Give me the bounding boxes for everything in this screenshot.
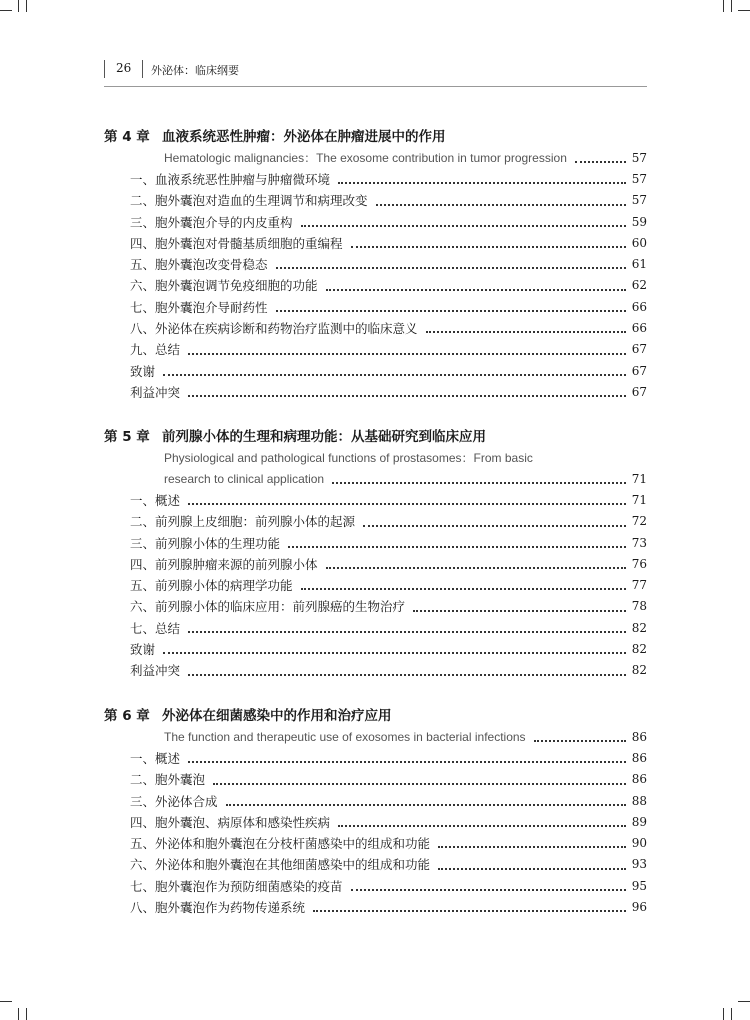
toc-entry-title: 一、概述 (130, 493, 181, 508)
english-subtitle (104, 727, 647, 748)
toc-entry[interactable] (104, 618, 647, 639)
dot-leader (163, 639, 626, 654)
toc-entry[interactable] (104, 554, 647, 575)
dot-leader (313, 897, 626, 912)
chapter-heading (104, 426, 647, 448)
toc-entry[interactable] (104, 575, 647, 596)
header-divider (142, 60, 143, 78)
header-divider (104, 60, 105, 78)
toc-entry[interactable] (104, 361, 647, 382)
toc-entry-title: 致谢 (130, 363, 156, 379)
toc-entry-title: 一、概述 (130, 751, 181, 766)
chapter-section (104, 705, 647, 918)
entry-page-number: 60 (631, 235, 647, 250)
toc-entry[interactable] (104, 833, 647, 854)
dot-leader (188, 490, 626, 505)
dot-leader (332, 469, 626, 484)
dot-leader (188, 660, 626, 675)
entry-page-number: 95 (631, 878, 647, 893)
toc-entry[interactable] (104, 297, 647, 318)
toc-entry-title: 八、胞外囊泡作为药物传递系统 (130, 900, 306, 916)
toc-entry[interactable] (104, 533, 647, 554)
toc-entry[interactable] (104, 233, 647, 254)
entry-page-number: 77 (631, 578, 647, 593)
english-subtitle-text: research to clinical application (164, 472, 325, 486)
dot-leader (338, 812, 626, 827)
dot-leader (188, 748, 626, 763)
toc-entry-title: 二、前列腺上皮细胞：前列腺小体的起源 (130, 514, 356, 530)
toc-entry-title: 致谢 (130, 642, 156, 658)
toc-entry-title: 二、胞外囊泡 (130, 772, 206, 788)
crop-mark (738, 10, 750, 11)
toc-entry-title: 五、前列腺小体的病理学功能 (130, 578, 293, 594)
entry-page-number: 61 (631, 257, 647, 272)
dot-leader (188, 618, 626, 633)
entry-page-number: 88 (631, 793, 647, 808)
toc-entry-title: 六、胞外囊泡调节免疫细胞的功能 (130, 278, 318, 294)
dot-leader (226, 791, 626, 806)
entry-page-number: 82 (631, 642, 647, 657)
dot-leader (301, 575, 626, 590)
dot-leader (288, 533, 626, 548)
dot-leader (338, 169, 626, 184)
toc-entry-title: 七、总结 (130, 620, 181, 636)
entry-page-number: 90 (631, 836, 647, 851)
entry-page-number: 86 (631, 772, 647, 787)
toc-entry[interactable] (104, 876, 647, 897)
page-number: 26 (116, 61, 132, 75)
toc-entry[interactable] (104, 490, 647, 511)
toc-entry[interactable] (104, 511, 647, 532)
entry-page-number: 67 (631, 342, 647, 357)
crop-mark (0, 1001, 12, 1002)
entry-page-number: 62 (631, 278, 647, 293)
crop-mark (26, 0, 27, 12)
dot-leader (376, 190, 626, 205)
dot-leader (351, 233, 626, 248)
toc-entry-title: 三、外泌体合成 (130, 793, 218, 809)
toc-entry[interactable] (104, 812, 647, 833)
english-subtitle (104, 448, 647, 469)
english-subtitle-text: Physiological and pathological functions of prostasomes：From basic (164, 451, 533, 465)
english-subtitle-text: The function and therapeutic use of exosomes in bacterial infections (164, 730, 526, 744)
chapter-heading (104, 705, 647, 727)
chapter-heading (104, 126, 647, 148)
chapter-title: 前列腺小体的生理和病理功能：从基础研究到临床应用 (162, 429, 486, 445)
dot-leader (213, 769, 626, 784)
toc-entry-title: 九、总结 (130, 342, 181, 358)
entry-page-number: 59 (631, 214, 647, 229)
crop-mark (731, 1008, 732, 1020)
toc-entry-title: 四、前列腺肿瘤来源的前列腺小体 (130, 556, 318, 572)
toc-entry-title: 六、前列腺小体的临床应用：前列腺癌的生物治疗 (130, 599, 406, 615)
toc-entry[interactable] (104, 897, 647, 918)
english-subtitle-text: Hematologic malignancies：The exosome contribution in tumor progression (164, 151, 567, 165)
entry-page-number: 66 (631, 299, 647, 314)
entry-page-number: 57 (631, 151, 647, 165)
toc-entry[interactable] (104, 275, 647, 296)
toc-entry[interactable] (104, 791, 647, 812)
toc-entry[interactable] (104, 190, 647, 211)
toc-entry[interactable] (104, 769, 647, 790)
toc-entry-title: 三、胞外囊泡介导的内皮重构 (130, 214, 293, 230)
toc-entry[interactable] (104, 854, 647, 875)
entry-page-number: 96 (631, 900, 647, 915)
crop-mark (0, 10, 12, 11)
dot-leader (575, 148, 626, 163)
toc-entry-title: 四、胞外囊泡对骨髓基质细胞的重编程 (130, 235, 343, 251)
entry-page-number: 76 (631, 556, 647, 571)
entry-page-number: 82 (631, 663, 647, 678)
toc-entry[interactable] (104, 169, 647, 190)
crop-mark (731, 0, 732, 12)
toc-entry-title: 四、胞外囊泡、病原体和感染性疾病 (130, 814, 331, 830)
entry-page-number: 72 (631, 514, 647, 529)
chapter-section (104, 126, 647, 403)
toc-entry-title: 六、外泌体和胞外囊泡在其他细菌感染中的组成和功能 (130, 857, 431, 873)
dot-leader (276, 254, 626, 269)
toc-entry-title: 利益冲突 (130, 663, 181, 679)
crop-mark (723, 1008, 724, 1020)
chapter-number: 第 6 章 (104, 708, 150, 724)
dot-leader (363, 511, 626, 526)
toc-entry-title: 八、外泌体在疾病诊断和药物治疗监测中的临床意义 (130, 321, 418, 337)
toc-entry-title: 三、前列腺小体的生理功能 (130, 535, 281, 551)
book-title: 外泌体：临床纲要 (151, 64, 239, 77)
entry-page-number: 67 (631, 363, 647, 378)
english-subtitle (104, 469, 647, 490)
dot-leader (438, 854, 626, 869)
toc-entry[interactable] (104, 382, 647, 403)
toc-entry[interactable] (104, 639, 647, 660)
entry-page-number: 86 (631, 751, 647, 765)
entry-page-number: 67 (631, 384, 647, 399)
entry-page-number: 82 (631, 620, 647, 635)
entry-page-number: 78 (631, 599, 647, 614)
toc-entry[interactable] (104, 339, 647, 360)
entry-page-number: 57 (631, 172, 647, 186)
toc-entry-title: 七、胞外囊泡作为预防细菌感染的疫苗 (130, 878, 343, 894)
toc-entry-title: 二、胞外囊泡对造血的生理调节和病理改变 (130, 193, 368, 209)
chapter-number: 第 4 章 (104, 129, 150, 145)
toc-entry-title: 七、胞外囊泡介导耐药性 (130, 299, 268, 315)
crop-mark (18, 0, 19, 12)
running-header (104, 58, 647, 87)
toc-entry[interactable] (104, 748, 647, 769)
entry-page-number: 89 (631, 814, 647, 829)
entry-page-number: 71 (631, 472, 647, 486)
dot-leader (438, 833, 626, 848)
toc-entry-title: 一、血液系统恶性肿瘤与肿瘤微环境 (130, 172, 331, 187)
toc-entry[interactable] (104, 596, 647, 617)
dot-leader (326, 554, 626, 569)
dot-leader (188, 339, 626, 354)
dot-leader (163, 361, 626, 376)
toc-entry[interactable] (104, 318, 647, 339)
entry-page-number: 57 (631, 193, 647, 208)
chapter-title: 血液系统恶性肿瘤：外泌体在肿瘤进展中的作用 (162, 129, 446, 145)
crop-mark (723, 0, 724, 12)
toc-entry-title: 五、胞外囊泡改变骨稳态 (130, 257, 268, 273)
english-subtitle (104, 148, 647, 169)
dot-leader (534, 727, 626, 742)
dot-leader (188, 382, 626, 397)
chapter-section (104, 426, 647, 682)
toc-entry[interactable] (104, 254, 647, 275)
entry-page-number: 66 (631, 321, 647, 336)
dot-leader (426, 318, 626, 333)
toc-entry-title: 利益冲突 (130, 384, 181, 400)
dot-leader (413, 596, 626, 611)
entry-page-number: 93 (631, 857, 647, 872)
dot-leader (326, 275, 626, 290)
entry-page-number: 86 (631, 730, 647, 744)
toc-entry-title: 五、外泌体和胞外囊泡在分枝杆菌感染中的组成和功能 (130, 836, 431, 852)
dot-leader (301, 212, 626, 227)
dot-leader (276, 297, 626, 312)
crop-mark (26, 1008, 27, 1020)
entry-page-number: 73 (631, 535, 647, 550)
crop-mark (738, 1001, 750, 1002)
chapter-title: 外泌体在细菌感染中的作用和治疗应用 (162, 708, 392, 724)
dot-leader (351, 876, 626, 891)
crop-mark (18, 1008, 19, 1020)
toc-entry[interactable] (104, 660, 647, 681)
chapter-number: 第 5 章 (104, 429, 150, 445)
entry-page-number: 71 (631, 493, 647, 507)
toc-entry[interactable] (104, 212, 647, 233)
